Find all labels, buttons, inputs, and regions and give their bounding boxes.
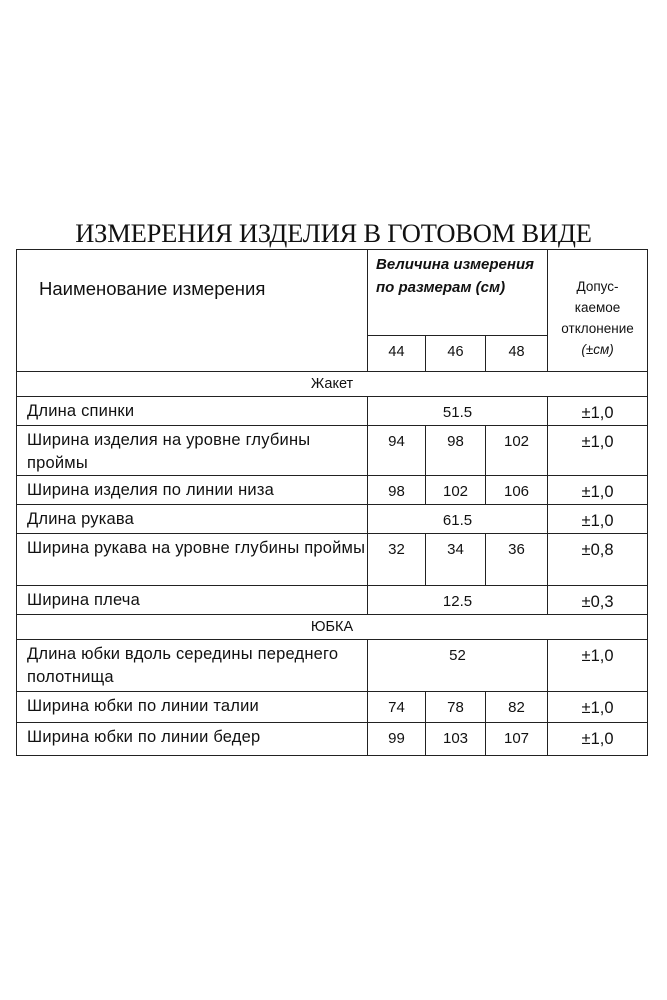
header-size-48: 48 [486, 336, 548, 372]
header-tolerance-line: Допус- [576, 279, 619, 294]
size-value: 98 [368, 476, 426, 505]
header-tolerance-line: (±см) [581, 342, 614, 357]
row-label: Длина спинки [17, 397, 368, 426]
size-value: 94 [368, 426, 426, 476]
section-header-jacket: Жакет [17, 372, 648, 397]
size-value: 99 [368, 723, 426, 756]
tolerance-value: ±1,0 [548, 397, 648, 426]
section-header-skirt: ЮБКА [17, 615, 648, 640]
header-measurement-value: Величина измерения по размерам (см) [368, 250, 548, 336]
size-value: 107 [486, 723, 548, 756]
merged-value: 52 [368, 640, 548, 692]
table-row [17, 692, 648, 723]
size-value: 102 [486, 426, 548, 476]
header-tolerance-line: каемое [574, 300, 621, 315]
size-value: 74 [368, 692, 426, 723]
size-value: 106 [486, 476, 548, 505]
row-label: Ширина изделия по линии низа [17, 476, 368, 505]
tolerance-value: ±1,0 [548, 426, 648, 476]
page-title: ИЗМЕРЕНИЯ ИЗДЕЛИЯ В ГОТОВОМ ВИДЕ [75, 218, 592, 248]
tolerance-value: ±1,0 [548, 505, 648, 534]
size-value: 78 [426, 692, 486, 723]
table-row [17, 476, 648, 505]
size-value: 103 [426, 723, 486, 756]
measurements-table [16, 249, 648, 756]
header-size-44: 44 [368, 336, 426, 372]
header-tolerance-line: отклонение [561, 321, 634, 336]
tolerance-value: ±1,0 [548, 692, 648, 723]
row-label: Ширина юбки по линии бедер [17, 723, 368, 756]
row-label: Длина юбки вдоль середины переднего полотнища [17, 640, 368, 692]
tolerance-value: ±0,3 [548, 586, 648, 615]
tolerance-value: ±1,0 [548, 723, 648, 756]
header-tolerance [548, 250, 648, 372]
table-row [17, 723, 648, 756]
header-size-46: 46 [426, 336, 486, 372]
tolerance-value: ±1,0 [548, 476, 648, 505]
row-label: Ширина рукава на уровне глубины проймы [17, 534, 368, 586]
header-measurement-name: Наименование измерения [17, 250, 368, 372]
size-value: 36 [486, 534, 548, 586]
row-label: Ширина плеча [17, 586, 368, 615]
size-value: 102 [426, 476, 486, 505]
table-row [17, 534, 648, 586]
size-value: 32 [368, 534, 426, 586]
table-row [17, 397, 648, 426]
row-label: Ширина юбки по линии талии [17, 692, 368, 723]
merged-value: 12.5 [368, 586, 548, 615]
tolerance-value: ±0,8 [548, 534, 648, 586]
table-row [17, 426, 648, 476]
table-row [17, 640, 648, 692]
table-row [17, 505, 648, 534]
merged-value: 61.5 [368, 505, 548, 534]
size-value: 98 [426, 426, 486, 476]
row-label: Длина рукава [17, 505, 368, 534]
size-value: 34 [426, 534, 486, 586]
merged-value: 51.5 [368, 397, 548, 426]
row-label: Ширина изделия на уровне глубины проймы [17, 426, 368, 476]
size-value: 82 [486, 692, 548, 723]
tolerance-value: ±1,0 [548, 640, 648, 692]
table-row [17, 586, 648, 615]
